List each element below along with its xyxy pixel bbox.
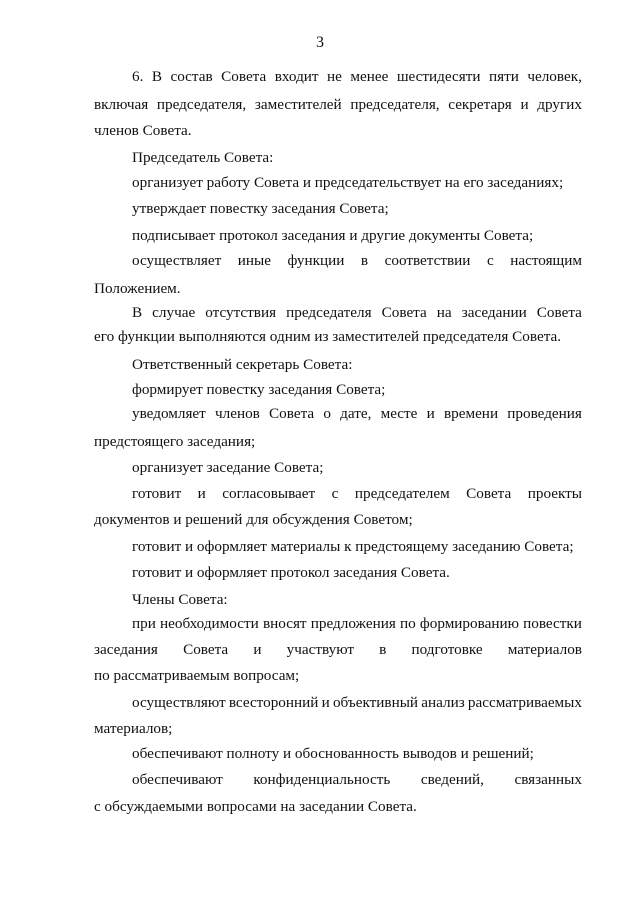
text-line: его функции выполняются одним из заместителей председателя Совета. — [94, 328, 562, 345]
text-line: формирует повестку заседания Совета; — [132, 381, 386, 398]
text-line: организует работу Совета и председательствует на его заседаниях; — [132, 174, 564, 191]
text-line: готовит и оформляет протокол заседания Совета. — [132, 564, 450, 581]
text-line: заседания Совета и участвуют в подготовке материалов — [94, 641, 582, 658]
text-line: Члены Совета: — [132, 591, 228, 608]
page-number: 3 — [316, 34, 324, 51]
text-line: осуществляют всесторонний и объективный анализ рассматриваемых — [132, 694, 582, 711]
text-line: с обсуждаемыми вопросами на заседании Совета. — [94, 798, 417, 815]
text-line: обеспечивают полноту и обоснованность выводов и решений; — [132, 745, 534, 762]
text-line: уведомляет членов Совета о дате, месте и времени проведения — [132, 405, 582, 422]
text-line: документов и решений для обсуждения Советом; — [94, 511, 413, 528]
text-line: готовит и согласовывает с председателем Совета проекты — [132, 485, 582, 502]
text-line: готовит и оформляет материалы к предстоящему заседанию Совета; — [132, 538, 574, 555]
text-line: В случае отсутствия председателя Совета на заседании Совета — [132, 304, 582, 321]
text-line: обеспечивают конфиденциальность сведений, связанных — [132, 771, 582, 788]
text-line: по рассматриваемым вопросам; — [94, 667, 300, 684]
text-line: Положением. — [94, 280, 181, 297]
text-line: утверждает повестку заседания Совета; — [132, 200, 389, 217]
text-line: материалов; — [94, 720, 173, 737]
text-line: подписывает протокол заседания и другие документы Совета; — [132, 227, 534, 244]
text-line: осуществляет иные функции в соответствии с настоящим — [132, 252, 582, 269]
text-line: при необходимости вносят предложения по формированию повестки — [132, 615, 582, 632]
text-line: Председатель Совета: — [132, 149, 274, 166]
text-line: Ответственный секретарь Совета: — [132, 356, 353, 373]
text-line: членов Совета. — [94, 122, 192, 139]
text-line: 6. В состав Совета входит не менее шестидесяти пяти человек, — [132, 68, 582, 85]
text-line: предстоящего заседания; — [94, 433, 256, 450]
text-line: включая председателя, заместителей председателя, секретаря и других — [94, 96, 582, 113]
text-line: организует заседание Совета; — [132, 459, 324, 476]
